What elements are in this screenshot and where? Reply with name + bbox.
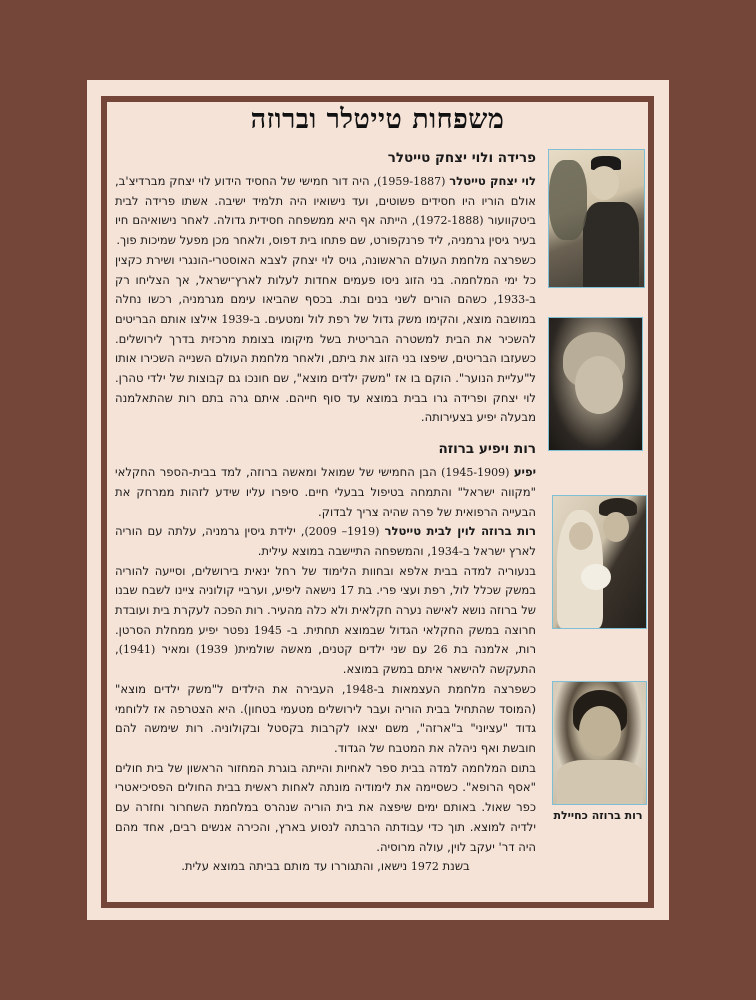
photo-ruth-soldier	[552, 681, 647, 805]
paragraph-marriage	[115, 857, 536, 877]
paragraph-levi-yitzhak	[115, 172, 536, 251]
foliage-shape	[549, 160, 587, 240]
text-column	[115, 148, 536, 877]
uniform-shape	[557, 760, 643, 805]
paragraph-ww1	[115, 251, 536, 428]
years-ruth: (1919– 2009)	[304, 525, 380, 539]
year: 1933	[497, 293, 526, 307]
year: 17	[339, 584, 354, 598]
year: 1939	[221, 312, 250, 326]
text-span: , ילידת גיסין גרמניה, עלתה עם הוריה לארץ ישראל ב-	[115, 524, 536, 558]
face-shape	[579, 706, 621, 756]
text-span: בנעוריה למדה בבית אלפא ובחוות הלימוד של רחל ינאית בירושלים, וסייעה להוריה במשק שכלל לול, רפת ועצי פרי. בת	[115, 563, 536, 598]
name-yafia: יפיע	[513, 465, 536, 480]
text-span: , היה דור חמישי של החסיד הידוע לוי יצחק מברדיצ'ב, אולם הוריו היו חסידים פשוטים, ועד נישואיו היה תלמיד ישיבה. אשתו פרידה לבית ביטקוועור	[115, 174, 536, 228]
text-span: , הייתה אף היא ממשפחה חסידית גדולה. לאחר נישואיהם חיו בעיר גיסין גרמניה, ליד פרנקפורט, שם פתחו בית דפוס, ולאחר מכן מפעל שמיכות פוך.	[115, 213, 536, 248]
vest-shape	[583, 202, 639, 288]
text-span: נפטר יפיע ממחלת הסרטן. רות, אלמנה בת	[115, 622, 536, 657]
face-shape	[575, 356, 623, 414]
face-shape	[589, 166, 619, 200]
text-span: נישאו, והתגוררו עד מותם בביתה במוצא עלית.	[181, 859, 411, 874]
bride-face-shape	[569, 522, 593, 550]
photo-wedding	[552, 495, 647, 629]
paragraph-nursing: בתום המלחמה למדה בבית ספר לאחיות והייתה בוגרת המחזור הראשון של בית חולים "אסף הרופא". כשסיימה את לימודיה מונתה לאחות ראשית בבית החולים הפסיכיאטרי כפר שאול. באותם ימים שיפצה את בית הוריה שנהרס במלחמת השחרור וחזרה עם ילדיה למוצא. תוך כדי עבודתה הרבתה לנסוע בארץ, והכירה אנשים רבים, אחד מהם היה דר' יעקב לוין, עולה מרוסיה.	[115, 760, 536, 854]
photo-frida	[548, 317, 643, 451]
years-yafia: (1945-1909)	[441, 466, 510, 480]
poster-frame	[101, 96, 654, 908]
text-span: עם שני ילדים קטנים, מאשה שולמית	[238, 642, 434, 657]
paragraph-youth	[115, 562, 536, 680]
years-frida: (1972-1888)	[415, 214, 484, 228]
text-span: , כשהם הורים לשני בנים ובת. בכסף שהביאו עימם מגרמניה, רכשו נחלה במושבה מוצא, והקימו משק גדול של רפת לול ומטעים. ב-	[115, 292, 536, 326]
years-levi-yitzhak: (1959-1887)	[377, 175, 446, 188]
bouquet-shape	[581, 564, 611, 590]
paragraph-war	[115, 680, 536, 759]
photo-caption: רות ברוזה כחיילת	[553, 809, 643, 822]
year: 1948	[345, 682, 374, 696]
name-levi-yitzhak: לוי יצחק טייטלר	[449, 174, 536, 188]
year: 1945	[253, 623, 282, 637]
year: ( 1939)	[195, 643, 239, 657]
text-span: , העבירה את הילדים ל"משק ילדים מוצא" (המוסד שהתחיל בבית הוריה ועבר לירושלים מטעמי בטחון). היא הצטרפה אז ללוחמי גדוד "עציוני" ב"ארזה", משם יצאו לקרבות בקסטל ובקולוניה. רות שימשה להם חובשת ואף ניהלה את המטבח של הגדוד.	[115, 681, 536, 755]
section-heading-broza: רות ויפיע ברוזה	[438, 441, 536, 458]
paragraph-yafia	[115, 463, 536, 522]
text-span: נישאה ליפיע, וערביי קולוניה ציינו לשבח שבנו של ברוזה נושא לאישה נערה חקלאית ולא כלה מהעיר. רות הפכה לעקרת בית ועובדת חרוצה במשק החקלאי הגדול שבמוצא תחתית. ב-	[115, 583, 537, 637]
text-span: כשפרצה מלחמת העולם הראשונה, גויס לוי יצחק לצבא האוסטרי-הונגרי ושירת כקצין כל ימי המלחמה. בני הזוג ניסו פעמים אחדות לעלות לארץ־ישראל, אך הצליחו רק ב-	[115, 252, 536, 307]
year: 1972	[410, 860, 439, 874]
year: 26	[433, 643, 448, 657]
text-span: ומאיר	[155, 642, 196, 657]
text-span: , התעקשה להישאר איתם במשק במוצא.	[115, 642, 536, 677]
text-span: הבן החמישי של שמואל ומאשה ברוזה, למד בבית-הספר החקלאי "מקווה ישראל" והתמחה בטיפול בבעלי חיים. סיפרו עליו שידע לזהות ממרחק את הבעייה הרפואית של פרה שהיה צריך לבדוק.	[115, 465, 536, 519]
name-ruth: רות ברוזה לוין לבית טייטלר	[384, 524, 537, 539]
text-span: אילצו אותם הבריטים להשכיר את הבית למשטרה הבריטית בשל מיקומו בצומת מרכזית בדרך לירושלים. כשעזבו הבריטים, שיפצו בני הזוג את ביתם, ולאחר מלחמת העולם השנייה השכירו אותו ל"עליית הנוער". הוקם בו אז "משק ילדים מוצא", שם חונכו גם קבוצות של ילדי טהרן. לוי יצחק ופרידה גרו בבית במוצא עד סוף חייהם. איתם גרה בתם רות שהתאלמנה מבעלה יפיע בצעירותה.	[115, 311, 536, 425]
page-title: משפחות טייטלר וברוזה	[250, 104, 505, 135]
photo-levi-yitzhak	[548, 149, 645, 288]
paragraph-ruth	[115, 522, 536, 561]
text-span: בשנת	[438, 859, 470, 874]
year: (1941)	[118, 643, 156, 657]
year: 1934	[430, 544, 459, 558]
groom-face-shape	[603, 512, 629, 542]
text-span: כשפרצה מלחמת העצמאות ב-	[373, 681, 537, 696]
section-heading-teitler: פרידה ולוי יצחק טייטלר	[387, 150, 536, 166]
text-span: , והמשפחה התיישבה במוצא עילית.	[257, 543, 431, 558]
